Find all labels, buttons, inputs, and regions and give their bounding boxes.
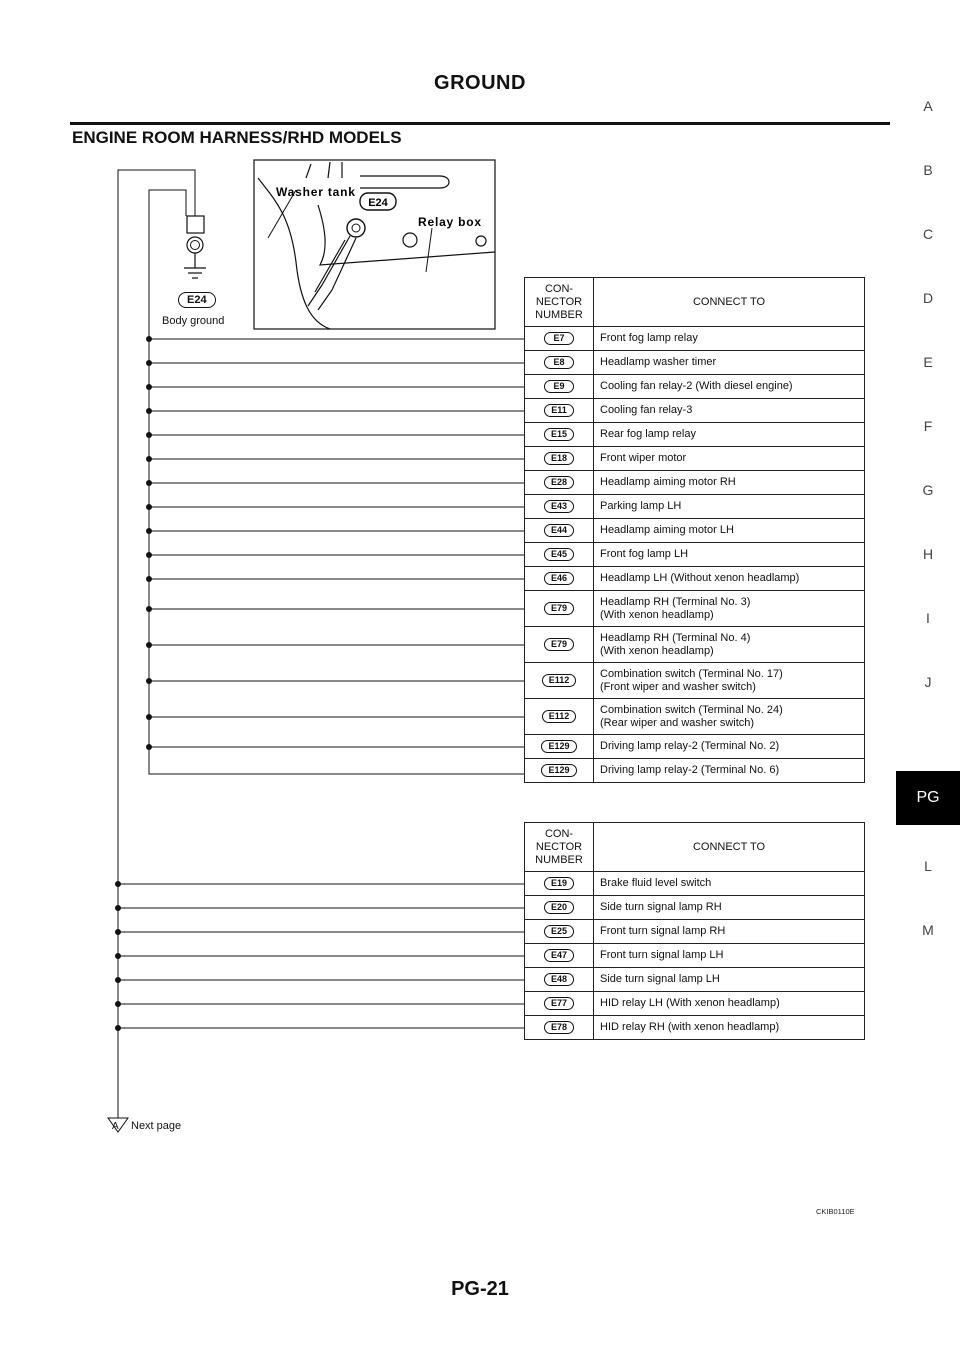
ground-symbol — [184, 216, 206, 278]
side-index-l: L — [924, 858, 932, 874]
table-row — [525, 399, 865, 423]
inset-bracket — [360, 176, 449, 188]
splice-dot — [146, 528, 152, 534]
connect-to-cell: Driving lamp relay-2 (Terminal No. 2) — [594, 735, 865, 759]
connect-to-cell: Driving lamp relay-2 (Terminal No. 6) — [594, 759, 865, 783]
connect-to-cell: Side turn signal lamp RH — [594, 896, 865, 920]
connect-to-cell: Cooling fan relay-2 (With diesel engine) — [594, 375, 865, 399]
side-index-e: E — [923, 354, 933, 370]
inset-tick-1 — [306, 164, 311, 178]
connector-badge: E20 — [544, 901, 574, 914]
inset-label-washer-tank: Washer tank — [276, 185, 356, 199]
connector-badge: E43 — [544, 500, 574, 513]
splice-dot — [146, 744, 152, 750]
connect-to-cell: Headlamp aiming motor RH — [594, 471, 865, 495]
splice-dot — [146, 360, 152, 366]
splice-dot — [146, 384, 152, 390]
ground-connector-badge: E24 — [178, 292, 216, 308]
header-connector-number — [525, 278, 594, 327]
ground-eyelet-inner — [191, 241, 200, 250]
connector-cell — [525, 327, 594, 351]
table-row — [525, 1016, 865, 1040]
connector-badge: E79 — [544, 638, 574, 651]
side-index-b: B — [923, 162, 933, 178]
table-row — [525, 699, 865, 735]
splice-dot — [115, 929, 121, 935]
table-row — [525, 447, 865, 471]
connector-badge: E48 — [544, 973, 574, 986]
connect-to-cell: Parking lamp LH — [594, 495, 865, 519]
table-row — [525, 944, 865, 968]
table-row — [525, 471, 865, 495]
connector-cell — [525, 896, 594, 920]
table-row — [525, 543, 865, 567]
connect-to-cell: Front turn signal lamp RH — [594, 920, 865, 944]
connect-to-cell: Cooling fan relay-3 — [594, 399, 865, 423]
table-row — [525, 351, 865, 375]
connector-badge: E77 — [544, 997, 574, 1010]
connect-to-cell: Side turn signal lamp LH — [594, 968, 865, 992]
connect-to-cell: Brake fluid level switch — [594, 872, 865, 896]
connector-cell — [525, 663, 594, 699]
connector-cell — [525, 968, 594, 992]
splice-dot — [115, 953, 121, 959]
table-row — [525, 591, 865, 627]
connector-badge: E47 — [544, 949, 574, 962]
connect-to-cell: Front fog lamp LH — [594, 543, 865, 567]
inset-bolt-icon — [347, 219, 365, 237]
inset-tick-2 — [328, 162, 330, 178]
splice-dot — [115, 1025, 121, 1031]
connector-cell — [525, 543, 594, 567]
side-index-d: D — [922, 290, 934, 306]
header-connect-to: CONNECT TO — [594, 278, 865, 327]
connector-cell — [525, 591, 594, 627]
connect-to-cell: Headlamp aiming motor LH — [594, 519, 865, 543]
side-index-g: G — [922, 482, 934, 498]
table-row — [525, 896, 865, 920]
connector-cell — [525, 567, 594, 591]
inset-illustration — [254, 160, 495, 329]
inset-label-connector: E24 — [368, 197, 388, 209]
connect-to-cell: HID relay LH (With xenon headlamp) — [594, 992, 865, 1016]
connector-cell — [525, 759, 594, 783]
header-connect-to: CONNECT TO — [594, 823, 865, 872]
connector-badge: E15 — [544, 428, 574, 441]
connector-cell — [525, 735, 594, 759]
table-row — [525, 423, 865, 447]
connector-badge: E79 — [544, 602, 574, 615]
side-index-i: I — [926, 610, 930, 626]
connect-to-cell: Front fog lamp relay — [594, 327, 865, 351]
table-row — [525, 992, 865, 1016]
table-row — [525, 519, 865, 543]
header-connector-number-text: CON- NECTOR NUMBER — [535, 827, 583, 866]
table-row — [525, 627, 865, 663]
connector-badge: E25 — [544, 925, 574, 938]
table-row — [525, 968, 865, 992]
connector-table-lower — [524, 822, 865, 1040]
splice-dot — [146, 408, 152, 414]
connector-cell — [525, 495, 594, 519]
splice-dot — [146, 642, 152, 648]
connector-badge: E9 — [544, 380, 574, 393]
table-row — [525, 872, 865, 896]
connect-to-cell: Combination switch (Terminal No. 24) (Rear wiper and washer switch) — [594, 699, 865, 735]
connector-badge: E19 — [544, 877, 574, 890]
ground-eyelet — [187, 237, 203, 253]
splice-dot — [146, 606, 152, 612]
next-page-label: Next page — [131, 1120, 182, 1132]
table-row — [525, 495, 865, 519]
table-row — [525, 663, 865, 699]
connector-badge: E129 — [541, 764, 576, 777]
connector-cell — [525, 375, 594, 399]
connector-badge: E112 — [542, 710, 577, 723]
side-index-c: C — [922, 226, 934, 242]
connector-cell — [525, 1016, 594, 1040]
connector-cell — [525, 351, 594, 375]
connect-to-cell: HID relay RH (with xenon headlamp) — [594, 1016, 865, 1040]
splice-dot — [146, 714, 152, 720]
splice-dot — [115, 1001, 121, 1007]
connect-to-cell: Front wiper motor — [594, 447, 865, 471]
connector-badge: E129 — [541, 740, 576, 753]
side-index-a: A — [923, 98, 933, 114]
table-row — [525, 759, 865, 783]
connect-to-cell: Headlamp RH (Terminal No. 4) (With xenon headlamp) — [594, 627, 865, 663]
connector-table-upper — [524, 277, 865, 783]
connector-badge: E112 — [542, 674, 577, 687]
page-title: GROUND — [434, 72, 526, 94]
splice-dot — [146, 480, 152, 486]
header-connector-number-text: CON- NECTOR NUMBER — [535, 282, 583, 321]
splice-dot — [146, 678, 152, 684]
table-row — [525, 735, 865, 759]
table-row — [525, 920, 865, 944]
splice-dot — [115, 977, 121, 983]
splice-dot — [115, 905, 121, 911]
connect-to-cell: Headlamp washer timer — [594, 351, 865, 375]
connector-cell — [525, 447, 594, 471]
connect-to-cell: Rear fog lamp relay — [594, 423, 865, 447]
figure-code: CKIB0110E — [816, 1207, 855, 1216]
connect-to-cell: Headlamp RH (Terminal No. 3) (With xenon headlamp) — [594, 591, 865, 627]
connector-badge: E45 — [544, 548, 574, 561]
splice-dot — [146, 432, 152, 438]
connector-cell — [525, 519, 594, 543]
inset-relay-hole-icon — [476, 236, 486, 246]
splice-dot — [146, 504, 152, 510]
table-row — [525, 327, 865, 351]
connector-badge: E11 — [544, 404, 574, 417]
table-row — [525, 375, 865, 399]
next-page-letter: A — [112, 1121, 119, 1132]
ground-label: Body ground — [162, 315, 225, 327]
splice-dot — [146, 456, 152, 462]
inset-relay-bolt-icon — [403, 233, 417, 247]
connector-cell — [525, 699, 594, 735]
side-index-h: H — [922, 546, 934, 562]
connector-badge: E46 — [544, 572, 574, 585]
connector-cell — [525, 471, 594, 495]
connector-badge: E8 — [544, 356, 574, 369]
connector-cell — [525, 872, 594, 896]
side-index-m: M — [922, 922, 934, 938]
connector-badge: E28 — [544, 476, 574, 489]
connector-cell — [525, 920, 594, 944]
connector-cell — [525, 944, 594, 968]
inset-hood-line — [258, 178, 330, 329]
wire-taps — [115, 336, 524, 1031]
connect-to-cell: Front turn signal lamp LH — [594, 944, 865, 968]
connector-cell — [525, 399, 594, 423]
inset-label-relay-box: Relay box — [418, 215, 482, 229]
side-index-pg: PG — [896, 771, 960, 825]
connector-cell — [525, 627, 594, 663]
connector-badge: E44 — [544, 524, 574, 537]
splice-dot — [146, 576, 152, 582]
header-connector-number — [525, 823, 594, 872]
inset-panel-line — [318, 205, 495, 265]
table-row — [525, 567, 865, 591]
branch-bus-wire — [149, 190, 524, 774]
splice-dot — [115, 881, 121, 887]
side-index-f: F — [923, 418, 933, 434]
connect-to-cell: Combination switch (Terminal No. 17) (Front wiper and washer switch) — [594, 663, 865, 699]
table-body — [525, 327, 865, 783]
inset-leader-relay — [426, 228, 432, 272]
connector-cell — [525, 423, 594, 447]
connector-cell — [525, 992, 594, 1016]
splice-dot — [146, 336, 152, 342]
side-index-j: J — [924, 674, 932, 690]
connect-to-cell: Headlamp LH (Without xenon headlamp) — [594, 567, 865, 591]
table-body — [525, 872, 865, 1040]
inset-harness-icon — [308, 236, 356, 310]
section-title: ENGINE ROOM HARNESS/RHD MODELS — [72, 128, 402, 147]
ground-terminal — [187, 216, 204, 233]
connector-badge: E18 — [544, 452, 574, 465]
splice-dot — [146, 552, 152, 558]
page-number: PG-21 — [451, 1278, 509, 1300]
connector-badge: E7 — [544, 332, 574, 345]
connector-badge: E78 — [544, 1021, 574, 1034]
